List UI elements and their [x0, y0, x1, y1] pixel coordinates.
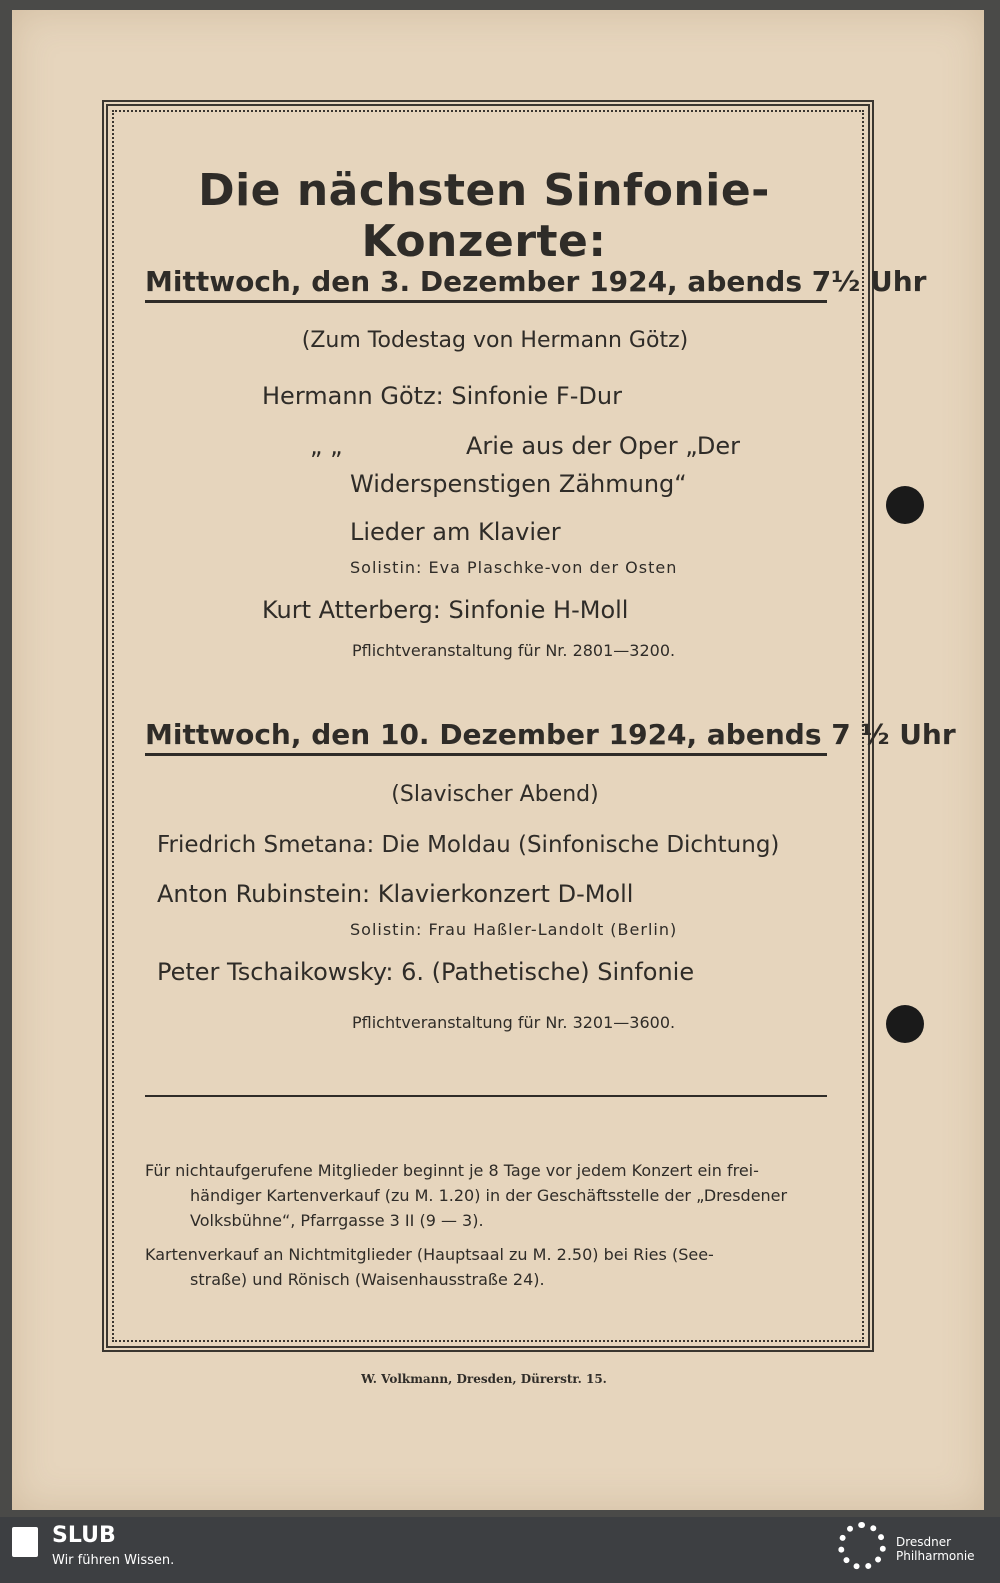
philharmonie-name-line1: Dresdner [896, 1535, 952, 1549]
note-nonmembers-first: Kartenverkauf an Nichtmitglieder (Hauptsaal zu M. 2.50) bei Ries (See- [145, 1245, 714, 1264]
concert2-heading: Mittwoch, den 10. Dezember 1924, abends 7 ½ Uhr [145, 718, 827, 756]
note-nonmembers-rest: straße) und Rönisch (Waisenhausstraße 24). [190, 1270, 545, 1289]
concert1-ditto: „ „ [310, 432, 343, 460]
note-members-first: Für nichtaufgerufene Mitglieder beginnt je 8 Tage vor jedem Konzert ein frei- [145, 1161, 759, 1180]
punch-hole [886, 1005, 924, 1043]
slub-logo-icon[interactable] [12, 1527, 38, 1557]
concert2-work2: Anton Rubinstein: Klavierkonzert D-Moll [157, 880, 634, 908]
philharmonie-logo-icon[interactable] [838, 1522, 886, 1570]
concert2-work3: Peter Tschaikowsky: 6. (Pathetische) Sinfonie [157, 958, 695, 986]
concert1-work3: Lieder am Klavier [350, 518, 561, 546]
page-title: Die nächsten Sinfonie-Konzerte: [198, 165, 770, 267]
concert2-occasion: (Slavischer Abend) [391, 782, 599, 807]
concert1-work2-line1: Arie aus der Oper „Der [466, 432, 740, 460]
note-nonmembers [145, 1242, 827, 1292]
slub-tagline: Wir führen Wissen. [52, 1553, 175, 1568]
concert2-work1: Friedrich Smetana: Die Moldau (Sinfonische Dichtung) [157, 832, 780, 858]
printer-imprint: W. Volkmann, Dresden, Dürerstr. 15. [361, 1372, 607, 1386]
concert1-work1: Hermann Götz: Sinfonie F-Dur [262, 382, 622, 410]
concert1-work2-line2: Widerspenstigen Zähmung“ [350, 470, 687, 498]
concert1-heading: Mittwoch, den 3. Dezember 1924, abends 7½ Uhr [145, 265, 827, 303]
slub-name[interactable]: SLUB [52, 1523, 116, 1548]
concert1-occasion: (Zum Todestag von Hermann Götz) [301, 328, 689, 353]
philharmonie-name-line2: Philharmonie [896, 1549, 975, 1563]
footer-bar [0, 1517, 1000, 1583]
concert1-obligation: Pflichtveranstaltung für Nr. 2801—3200. [352, 641, 676, 660]
concert1-soloist: Solistin: Eva Plaschke-von der Osten [350, 558, 678, 577]
punch-hole [886, 486, 924, 524]
philharmonie-name[interactable] [896, 1535, 975, 1563]
concert2-soloist: Solistin: Frau Haßler-Landolt (Berlin) [350, 920, 678, 939]
note-members-rest: händiger Kartenverkauf (zu M. 1.20) in der Geschäftsstelle der „Dresdener Volksbühne“, Pfarrgasse 3 II (9 — 3). [190, 1186, 788, 1230]
concert1-work4: Kurt Atterberg: Sinfonie H-Moll [262, 596, 629, 624]
section-divider [145, 1095, 827, 1097]
note-members [145, 1158, 827, 1233]
concert2-obligation: Pflichtveranstaltung für Nr. 3201—3600. [352, 1013, 676, 1032]
